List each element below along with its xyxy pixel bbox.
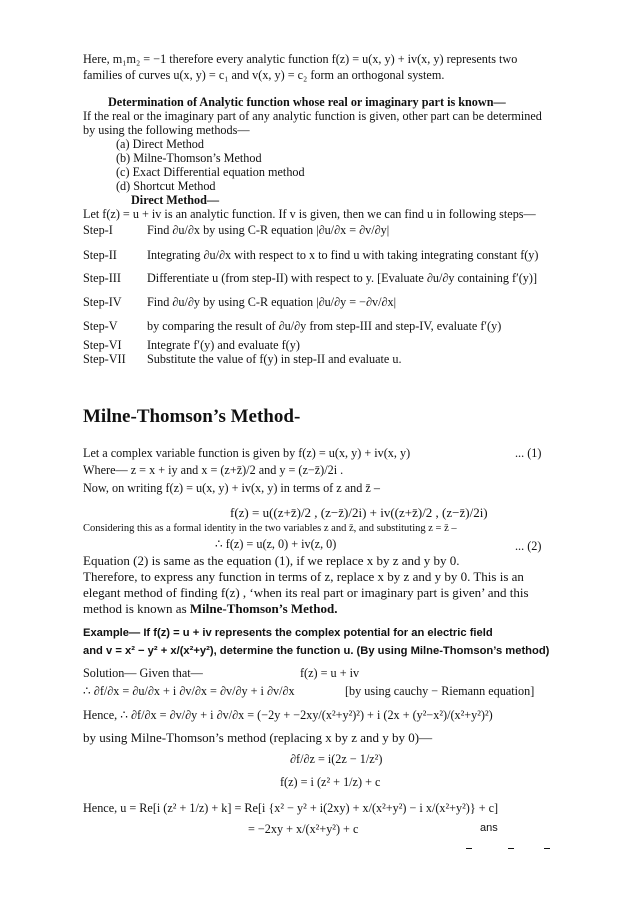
step-label: Step-III bbox=[83, 271, 121, 285]
step-text: Find ∂u/∂y by using C-R equation |∂u/∂y = −∂v/∂x| bbox=[147, 295, 397, 309]
method-item-d: (d) Shortcut Method bbox=[116, 179, 216, 193]
milne-paragraph-line-1: Equation (2) is same as the equation (1), if we replace x by z and y by 0. bbox=[83, 553, 460, 568]
determination-paragraph-line-2: by using the following methods— bbox=[83, 123, 250, 137]
method-item-c: (c) Exact Differential equation method bbox=[116, 165, 305, 179]
milne-line-2: Where— z = x + iy and x = (z+z̄)/2 and y = (z−z̄)/2i . bbox=[83, 463, 344, 477]
step-label: Step-II bbox=[83, 248, 117, 262]
milne-line-3: Now, on writing f(z) = u(x, y) + iv(x, y) in terms of z and z̄ – bbox=[83, 481, 380, 495]
milne-paragraph-text: method is known as bbox=[83, 601, 190, 616]
solution-real-part: Hence, u = Re[i (z² + 1/z) + k] = Re[i {x² − y² + i(2xy) + x/(x²+y²) − i x/(x²+y²)} + c] bbox=[83, 801, 499, 815]
milne-thomson-heading: Milne-Thomson’s Method- bbox=[83, 406, 301, 427]
solution-step-partial: ∴ ∂f/∂x = ∂u/∂x + i ∂v/∂x = ∂v/∂y + i ∂v/∂x bbox=[83, 684, 295, 698]
determination-heading: Determination of Analytic function whose real or imaginary part is known— bbox=[108, 95, 506, 109]
intro-line-2: families of curves u(x, y) = c₁ and v(x, y) = c₂ form an orthogonal system. bbox=[83, 68, 445, 82]
solution-function: f(z) = i (z² + 1/z) + c bbox=[280, 775, 381, 789]
milne-formula-substitution: f(z) = u((z+z̄)/2 , (z−z̄)/2i) + iv((z+z̄)/2 , (z−z̄)/2i) bbox=[230, 505, 488, 520]
solution-given-equation: f(z) = u + iv bbox=[300, 666, 360, 680]
solution-final-answer: = −2xy + x/(x²+y²) + c bbox=[248, 822, 359, 836]
solution-step-hence: Hence, ∴ ∂f/∂x = ∂v/∂y + i ∂v/∂x = (−2y + −2xy/(x²+y²)²) + i (2x + (y²−x²)/(x²+y²)²) bbox=[83, 708, 493, 722]
method-item-b: (b) Milne-Thomson’s Method bbox=[116, 151, 262, 165]
solution-step-milne: by using Milne-Thomson’s method (replacing x by z and y by 0)— bbox=[83, 730, 433, 745]
step-text: Integrate f′(y) and evaluate f(y) bbox=[147, 338, 300, 352]
step-label: Step-I bbox=[83, 223, 113, 237]
milne-method-name: Milne-Thomson’s Method. bbox=[189, 601, 338, 616]
direct-method-intro: Let f(z) = u + iv is an analytic function. If v is given, then we can find u in following steps— bbox=[83, 207, 536, 221]
determination-paragraph-line-1: If the real or the imaginary part of any analytic function is given, other part can be determined bbox=[83, 109, 542, 123]
step-text: Find ∂u/∂x by using C-R equation |∂u/∂x = ∂v/∂y| bbox=[147, 223, 390, 237]
milne-line-1: Let a complex variable function is given by f(z) = u(x, y) + iv(x, y) bbox=[83, 446, 411, 460]
footer-dash bbox=[508, 848, 514, 849]
step-label: Step-V bbox=[83, 319, 118, 333]
step-text: Substitute the value of f(y) in step-II and evaluate u. bbox=[147, 352, 402, 366]
method-item-a: (a) Direct Method bbox=[116, 137, 204, 151]
example-heading-line-2: and v = x² − y² + x/(x²+y²), determine the function u. (By using Milne-Thomson’s method) bbox=[83, 645, 550, 657]
cauchy-riemann-note: [by using cauchy − Riemann equation] bbox=[345, 684, 535, 698]
step-text: by comparing the result of ∂u/∂y from step-III and step-IV, evaluate f′(y) bbox=[147, 319, 502, 333]
step-text: Differentiate u (from step-II) with respect to y. [Evaluate ∂u/∂y containing f′(y)] bbox=[147, 271, 538, 285]
step-label: Step-VII bbox=[83, 352, 126, 366]
milne-paragraph-line-3: elegant method of finding f(z) , ‘when its real part or imaginary part is given’ and this bbox=[83, 585, 529, 600]
intro-line-1: Here, m₁m₂ = −1 therefore every analytic function f(z) = u(x, y) + iv(x, y) represents two bbox=[83, 52, 518, 66]
step-label: Step-IV bbox=[83, 295, 122, 309]
milne-formula-result: ∴ f(z) = u(z, 0) + iv(z, 0) bbox=[215, 537, 337, 551]
step-text: Integrating ∂u/∂x with respect to x to find u with taking integrating constant f(y) bbox=[147, 248, 539, 262]
direct-method-heading: Direct Method— bbox=[131, 193, 220, 207]
equation-number-1: ... (1) bbox=[515, 446, 542, 460]
solution-derivative: ∂f/∂z = i(2z − 1/z²) bbox=[290, 752, 383, 766]
milne-paragraph-line-2: Therefore, to express any function in terms of z, replace x by z and y by 0. This is an bbox=[83, 569, 524, 584]
milne-line-5: Considering this as a formal identity in the two variables z and z̄, and substituting z = z̄ – bbox=[83, 523, 457, 534]
milne-paragraph-line-4 bbox=[83, 601, 337, 617]
answer-label: ans bbox=[480, 822, 498, 834]
example-heading-line-1: Example— If f(z) = u + iv represents the complex potential for an electric field bbox=[83, 627, 493, 639]
footer-dash bbox=[544, 848, 550, 849]
step-label: Step-VI bbox=[83, 338, 122, 352]
solution-intro: Solution— Given that— bbox=[83, 666, 203, 680]
footer-dash bbox=[466, 848, 472, 849]
equation-number-2: ... (2) bbox=[515, 539, 542, 553]
